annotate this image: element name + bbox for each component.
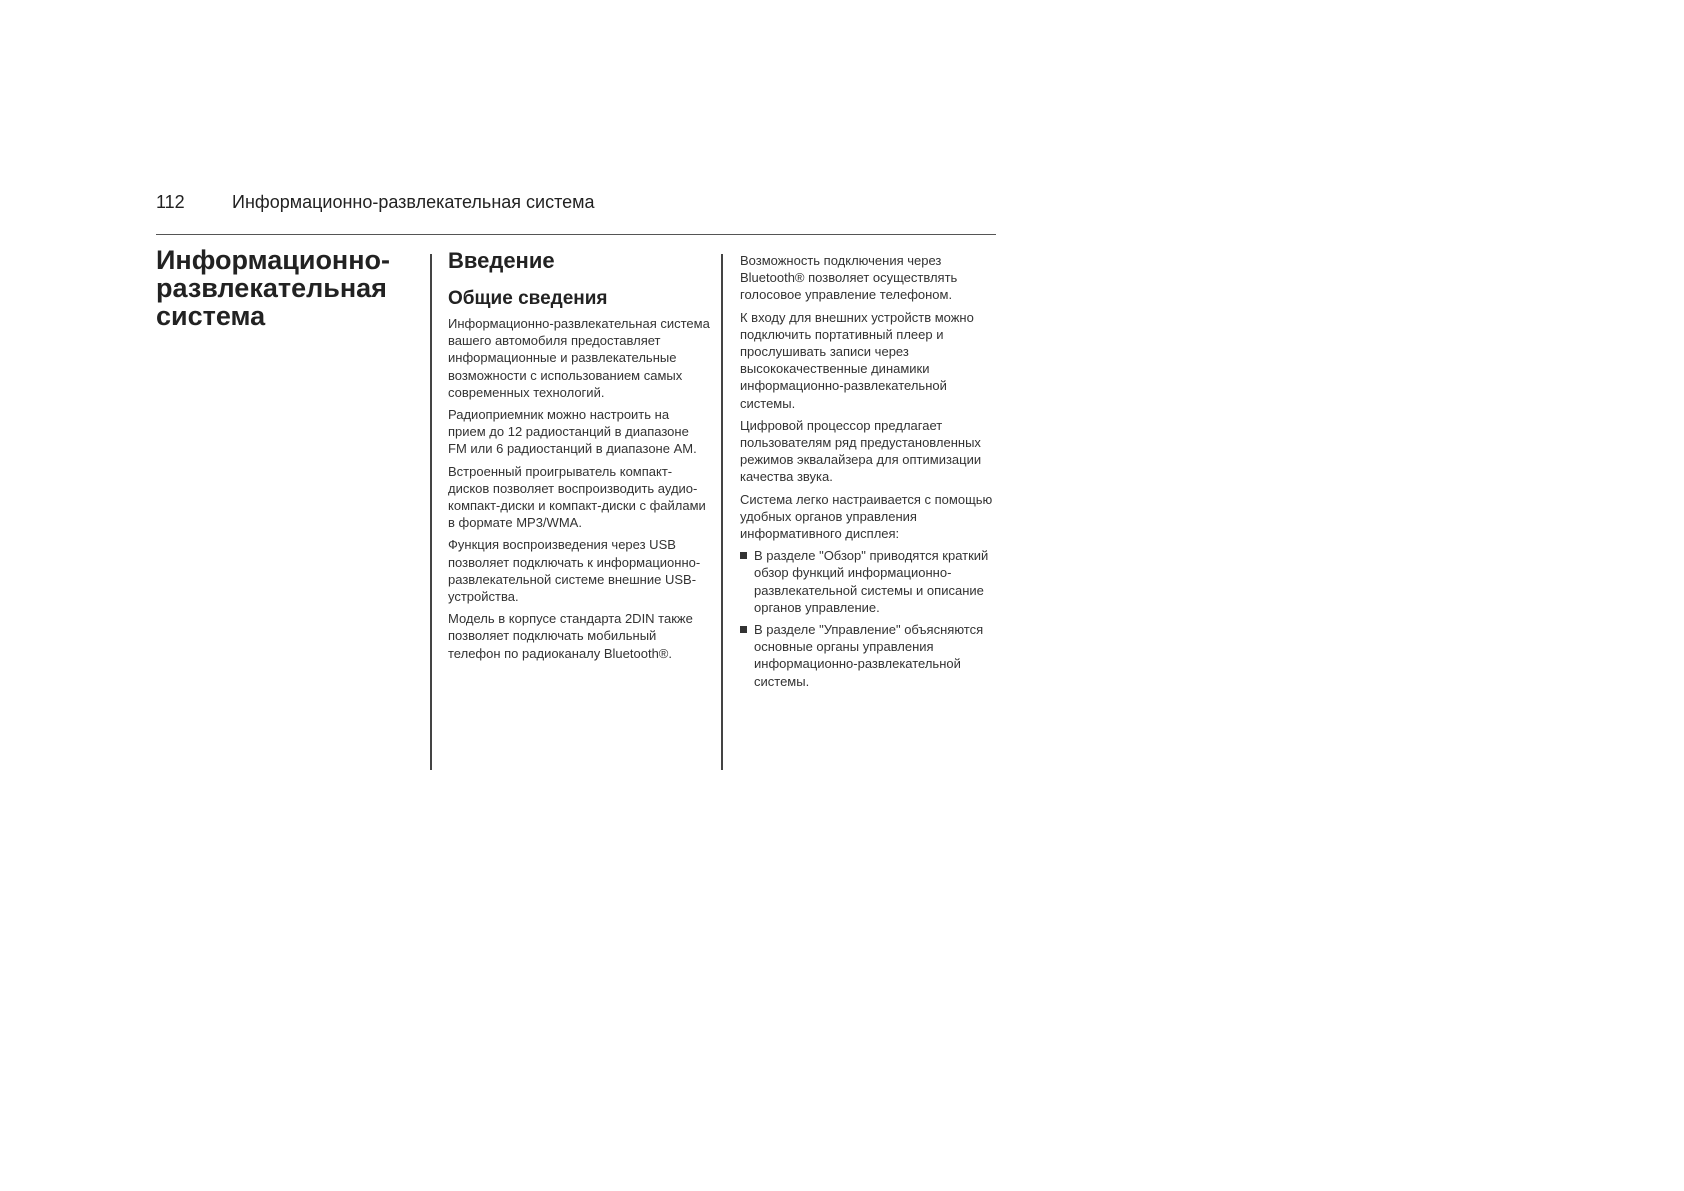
paragraph: Информационно-развлекательная система вашего автомобиля предоставляет информационные и развлекательные возможности с использованием самых современных технологий. xyxy=(448,316,710,400)
bullet-text: В разделе "Управление" объясняются основные органы управления информационно-развлекательной системы. xyxy=(754,622,984,689)
text-column-3 xyxy=(740,252,1002,695)
subsection-heading: Общие сведения xyxy=(448,288,608,309)
section-heading: Введение xyxy=(448,248,555,273)
page-number: 112 xyxy=(156,192,185,212)
square-bullet-icon xyxy=(740,552,747,559)
paragraph: Функция воспроизведения через USB позволяет подключать к информационно-развлекательной системе внешние USB-устройства. xyxy=(448,537,701,605)
chapter-title: Информационно-развлекательная система xyxy=(156,245,391,331)
paragraph: Цифровой процессор предлагает пользователям ряд предустановленных режимов эквалайзера для оптимизации качества звука. xyxy=(740,417,982,485)
paragraph: Встроенный проигрыватель компакт-дисков позволяет воспроизводить аудио-компакт-диски и компакт-диски с файлами в формате MP3/WMA. xyxy=(448,463,706,531)
page-header xyxy=(156,192,996,222)
bullet-item xyxy=(740,547,1002,616)
paragraph: Возможность подключения через Bluetooth® позволяет осуществлять голосовое управление телефоном. xyxy=(740,253,958,303)
paragraph: К входу для внешних устройств можно подключить портативный плеер и прослушивать записи через высококачественные динамики информационно-развлекательной системы. xyxy=(740,309,974,411)
bullet-item xyxy=(740,621,1002,690)
column-divider xyxy=(430,254,432,770)
square-bullet-icon xyxy=(740,626,747,633)
paragraph: Модель в корпусе стандарта 2DIN также позволяет подключать мобильный телефон по радиоканалу Bluetooth®. xyxy=(448,611,693,661)
text-column-2 xyxy=(448,248,710,667)
paragraph: Система легко настраивается с помощью удобных органов управления информативного дисплея: xyxy=(740,491,993,542)
header-rule xyxy=(156,234,996,235)
running-title: Информационно-развлекательная система xyxy=(232,192,595,212)
paragraph: Радиоприемник можно настроить на прием до 12 радиостанций в диапазоне FM или 6 радиостанций в диапазоне AM. xyxy=(448,407,697,457)
bullet-text: В разделе "Обзор" приводятся краткий обзор функций информационно-развлекательной системы и описание органов управление. xyxy=(754,548,989,615)
column-divider xyxy=(721,254,723,770)
bullet-list xyxy=(740,547,1002,690)
